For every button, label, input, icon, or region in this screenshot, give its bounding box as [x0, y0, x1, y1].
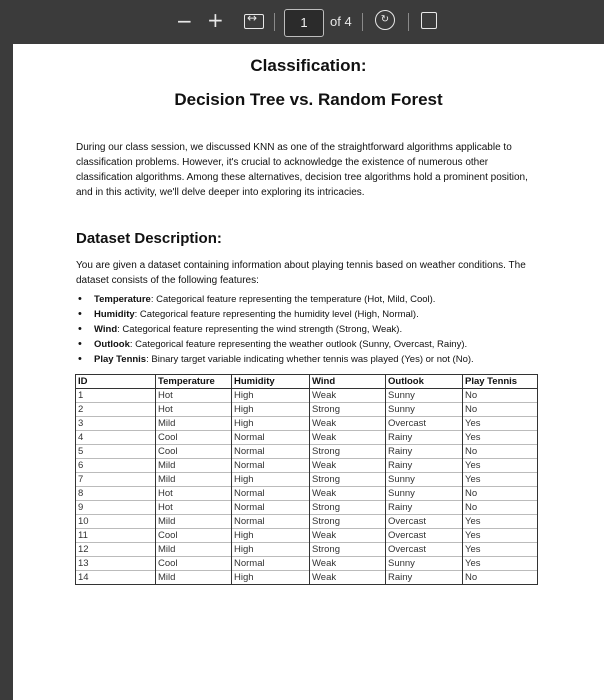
feature-item [76, 307, 546, 322]
table-cell: Weak [310, 431, 386, 445]
table-cell: Yes [463, 529, 538, 543]
table-cell: High [232, 389, 310, 403]
bullet-icon: • [78, 293, 82, 305]
table-cell: 13 [76, 557, 156, 571]
table-cell: Overcast [386, 417, 463, 431]
table-cell: Yes [463, 459, 538, 473]
feature-list [76, 292, 546, 367]
table-cell: Cool [156, 557, 232, 571]
table-cell: No [463, 403, 538, 417]
column-header: ID [76, 375, 156, 389]
feature-name: Play Tennis [94, 354, 147, 365]
table-cell: Hot [156, 501, 232, 515]
table-cell: 12 [76, 543, 156, 557]
table-cell: Sunny [386, 487, 463, 501]
table-cell: 3 [76, 417, 156, 431]
table-cell: Rainy [386, 501, 463, 515]
bullet-icon: • [78, 353, 82, 365]
table-cell: Overcast [386, 515, 463, 529]
table-cell: Overcast [386, 529, 463, 543]
feature-name: Wind [94, 324, 118, 335]
table-cell: Normal [232, 445, 310, 459]
table-header-row [76, 375, 538, 389]
column-header: Outlook [386, 375, 463, 389]
table-cell: Strong [310, 403, 386, 417]
feature-text: : Categorical feature representing the wind strength (Strong, Weak). [117, 324, 403, 335]
table-cell: Yes [463, 431, 538, 445]
table-cell: Mild [156, 417, 232, 431]
table-cell: Mild [156, 571, 232, 585]
table-cell: High [232, 543, 310, 557]
table-cell: High [232, 417, 310, 431]
table-cell: No [463, 389, 538, 403]
table-cell: Strong [310, 543, 386, 557]
table-cell: Yes [463, 473, 538, 487]
table-cell: Hot [156, 403, 232, 417]
table-cell: Sunny [386, 389, 463, 403]
feature-item [76, 352, 546, 367]
table-cell: Weak [310, 571, 386, 585]
column-header: Wind [310, 375, 386, 389]
dataset-table [75, 374, 538, 585]
reading-view-icon[interactable] [421, 12, 437, 29]
table-cell: No [463, 445, 538, 459]
table-cell: Mild [156, 543, 232, 557]
dataset-description: You are given a dataset containing information about playing tennis based on weather conditions. The dataset consists of the following features: [76, 260, 526, 286]
table-cell: Mild [156, 473, 232, 487]
feature-text: : Categorical feature representing the temperature (Hot, Mild, Cool). [150, 294, 436, 305]
table-row [76, 501, 538, 515]
intro-paragraph: During our class session, we discussed KNN as one of the straightforward algorithms applicable to classification problems. However, it's crucial to acknowledge the existence of numerous other classification algorithms. Among these alternatives, decision tree algorithms hold a prominent position, and in this activity, we'll delve deeper into exploring its intricacies. [76, 142, 528, 198]
table-body [76, 389, 538, 585]
table-row [76, 543, 538, 557]
table-cell: Normal [232, 431, 310, 445]
bullet-icon: • [78, 308, 82, 320]
table-cell: Weak [310, 417, 386, 431]
column-header: Temperature [156, 375, 232, 389]
table-cell: Weak [310, 487, 386, 501]
table-cell: Rainy [386, 445, 463, 459]
document-subtitle: Decision Tree vs. Random Forest [174, 90, 443, 109]
table-row [76, 459, 538, 473]
table-cell: Cool [156, 529, 232, 543]
table-cell: High [232, 403, 310, 417]
table-cell: 11 [76, 529, 156, 543]
table-row [76, 557, 538, 571]
column-header: Humidity [232, 375, 310, 389]
table-cell: High [232, 571, 310, 585]
table-cell: 2 [76, 403, 156, 417]
table-cell: Overcast [386, 543, 463, 557]
table-cell: Strong [310, 473, 386, 487]
bullet-icon: • [78, 323, 82, 335]
table-row [76, 571, 538, 585]
table-row [76, 389, 538, 403]
table-cell: Yes [463, 543, 538, 557]
table-cell: Sunny [386, 473, 463, 487]
table-cell: 5 [76, 445, 156, 459]
feature-item [76, 292, 546, 307]
table-cell: Weak [310, 389, 386, 403]
feature-item [76, 322, 546, 337]
feature-name: Temperature [94, 294, 151, 305]
page-total-label: of 4 [330, 14, 352, 29]
table-cell: Weak [310, 529, 386, 543]
table-cell: Cool [156, 431, 232, 445]
table-cell: 8 [76, 487, 156, 501]
table-cell: Normal [232, 459, 310, 473]
feature-item [76, 337, 546, 352]
table-cell: Yes [463, 557, 538, 571]
table-row [76, 515, 538, 529]
table-cell: High [232, 529, 310, 543]
table-cell: Yes [463, 515, 538, 529]
table-cell: Normal [232, 501, 310, 515]
table-cell: 7 [76, 473, 156, 487]
document-page [13, 44, 604, 700]
toolbar-divider [408, 13, 409, 31]
feature-text: : Categorical feature representing the weather outlook (Sunny, Overcast, Rainy). [129, 339, 468, 350]
table-cell: 1 [76, 389, 156, 403]
table-cell: Normal [232, 557, 310, 571]
table-cell: 10 [76, 515, 156, 529]
column-header: Play Tennis [463, 375, 538, 389]
table-cell: 9 [76, 501, 156, 515]
table-cell: Mild [156, 515, 232, 529]
feature-name: Humidity [94, 309, 135, 320]
toolbar-divider [274, 13, 275, 31]
table-row [76, 487, 538, 501]
table-cell: Strong [310, 515, 386, 529]
table-cell: Strong [310, 445, 386, 459]
table-cell: Sunny [386, 557, 463, 571]
table-cell: Hot [156, 389, 232, 403]
feature-name: Outlook [94, 339, 130, 350]
table-row [76, 529, 538, 543]
page-number-input[interactable]: 1 [284, 9, 324, 37]
table-cell: 14 [76, 571, 156, 585]
table-cell: 6 [76, 459, 156, 473]
pdf-toolbar [0, 0, 604, 44]
table-row [76, 417, 538, 431]
table-cell: Yes [463, 417, 538, 431]
table-cell: Cool [156, 445, 232, 459]
table-cell: No [463, 571, 538, 585]
fit-page-icon[interactable] [244, 14, 264, 29]
table-cell: Weak [310, 459, 386, 473]
table-cell: Rainy [386, 459, 463, 473]
table-row [76, 473, 538, 487]
table-cell: No [463, 501, 538, 515]
rotate-icon[interactable]: ↻ [375, 10, 395, 30]
bullet-icon: • [78, 338, 82, 350]
table-cell: Mild [156, 459, 232, 473]
table-cell: Sunny [386, 403, 463, 417]
table-row [76, 403, 538, 417]
table-cell: Strong [310, 501, 386, 515]
feature-text: : Categorical feature representing the humidity level (High, Normal). [134, 309, 419, 320]
table-cell: No [463, 487, 538, 501]
plus-icon[interactable]: + [207, 8, 224, 32]
table-cell: Hot [156, 487, 232, 501]
table-row [76, 445, 538, 459]
section-heading: Dataset Description: [76, 230, 222, 247]
table-cell: Weak [310, 557, 386, 571]
table-cell: 4 [76, 431, 156, 445]
minus-icon[interactable]: − [176, 9, 193, 33]
table-cell: Rainy [386, 431, 463, 445]
toolbar-divider [362, 13, 363, 31]
table-cell: Normal [232, 487, 310, 501]
table-cell: Normal [232, 515, 310, 529]
table-row [76, 431, 538, 445]
document-title: Classification: [250, 56, 367, 75]
feature-text: : Binary target variable indicating whether tennis was played (Yes) or not (No). [146, 354, 474, 365]
table-cell: High [232, 473, 310, 487]
table-cell: Rainy [386, 571, 463, 585]
